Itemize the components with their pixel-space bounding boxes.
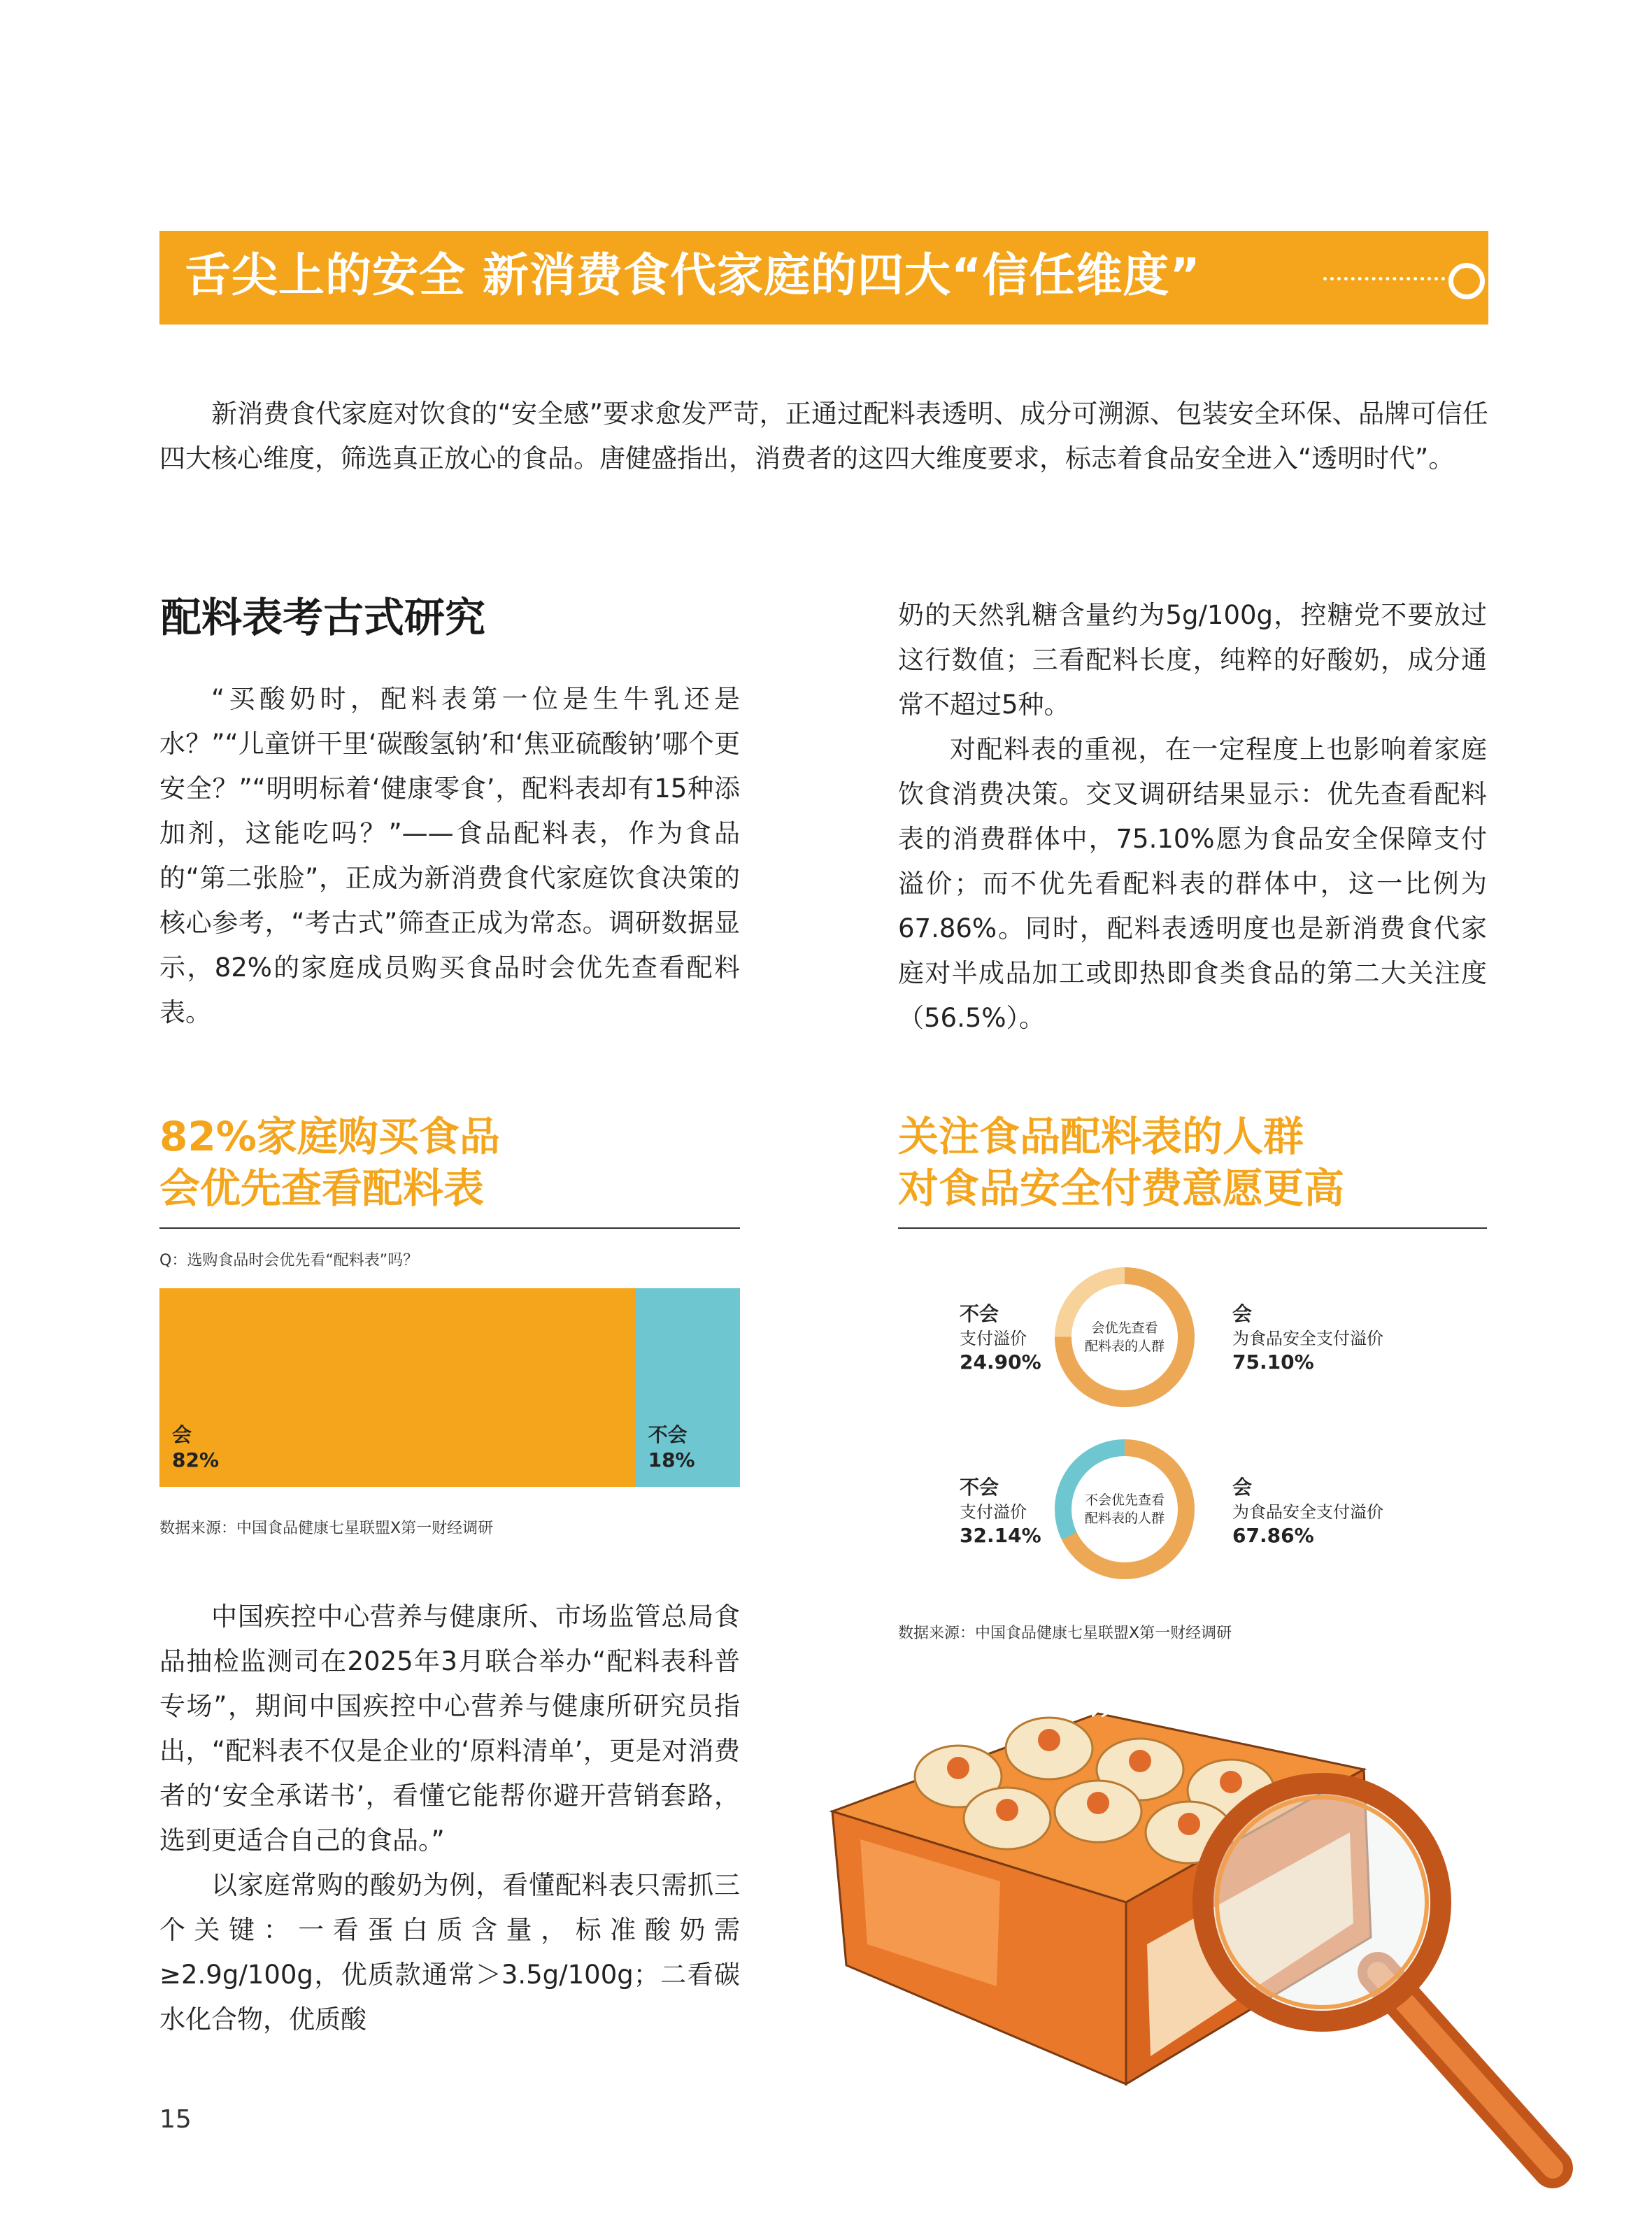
donut1-center-line2: 配料表的人群 <box>1084 1339 1165 1354</box>
donut1-right-title: 会 <box>1232 1302 1253 1325</box>
donut1-right-label <box>1232 1302 1383 1375</box>
chart1-question: Q：选购食品时会优先看“配料表”吗？ <box>159 1252 419 1269</box>
chart1-title-line1: 82%家庭购买食品 <box>159 1113 500 1160</box>
donut1-left-label <box>960 1302 1041 1375</box>
chart2-title-line2: 对食品安全付费意愿更高 <box>898 1164 1345 1212</box>
bar-value-yes: 82% <box>172 1448 220 1471</box>
chart1-rule <box>159 1227 740 1229</box>
right-text-2: 对配料表的重视，在一定程度上也影响着家庭饮食消费决策。交叉调研结果显示：优先查看配料表的消费群体中，75.10%愿为食品安全保障支付溢价；而不优先看配料表的群体中，这一比例为67.86%。同时，配料表透明度也是新消费食代家庭对半成品加工或即热即食类食品的第二大关注度（56.5%）。 <box>898 734 1487 1033</box>
donut2-right-label <box>1232 1476 1383 1548</box>
bar-label-no <box>648 1423 695 1473</box>
chart1-source: 数据来源：中国食品健康七星联盟X第一财经调研 <box>159 1520 494 1537</box>
shumai-box-illustration <box>818 1665 1602 2210</box>
donut1-chart <box>1055 1267 1195 1407</box>
chart1-title-line2: 会优先查看配料表 <box>159 1164 485 1212</box>
donut2-left-label <box>960 1476 1041 1548</box>
section-heading: 配料表考古式研究 <box>161 594 486 641</box>
right-text-1: 奶的天然乳糖含量约为5g/100g，控糖党不要放过这行数值；三看配料长度，纯粹的好酸奶，成分通常不超过5种。 <box>898 600 1487 720</box>
bar-label-yes <box>172 1423 219 1473</box>
chart2-source: 数据来源：中国食品健康七星联盟X第一财经调研 <box>898 1625 1232 1642</box>
left-text-3: 以家庭常购的酸奶为例，看懂配料表只需抓三个关键：一看蛋白质含量，标准酸奶需≥2.9g/100g，优质款通常＞3.5g/100g；二看碳水化合物，优质酸 <box>159 1870 740 2034</box>
donut2-center <box>1071 1456 1178 1562</box>
donut1-left-value: 24.90% <box>960 1350 1041 1374</box>
donut1-right-sub: 为食品安全支付溢价 <box>1232 1329 1383 1348</box>
chart2-rule <box>898 1227 1487 1229</box>
left-text-2: 中国疾控中心营养与健康所、市场监管总局食品抽检监测司在2025年3月联合举办“配料表科普专场”，期间中国疾控中心营养与健康所研究员指出，“配料表不仅是企业的‘原料清单’，更是对消费者的‘安全承诺书’，看懂它能帮你避开营销套路，选到更适合自己的食品。” <box>159 1602 740 1855</box>
left-lower-text <box>159 1595 740 2042</box>
donut1-left-sub: 支付溢价 <box>960 1329 1027 1348</box>
banner-title: 舌尖上的安全 新消费食代家庭的四大“信任维度” <box>185 248 1201 302</box>
donut2-chart <box>1055 1439 1195 1579</box>
bar-value-no: 18% <box>648 1448 695 1471</box>
chart1-title <box>159 1111 500 1214</box>
donut2-right-title: 会 <box>1232 1476 1253 1499</box>
donut2-left-sub: 支付溢价 <box>960 1502 1027 1522</box>
box-label: 烧麦 <box>1091 1678 1167 1723</box>
bar-segment-no <box>636 1288 740 1487</box>
donut2-left-value: 32.14% <box>960 1524 1041 1547</box>
donut2-left-title: 不会 <box>960 1476 999 1499</box>
banner-dotted-line <box>1323 277 1452 280</box>
chart2-title <box>898 1111 1344 1214</box>
donut1-center-line1: 会优先查看 <box>1091 1320 1158 1336</box>
donut2-center-line1: 不会优先查看 <box>1084 1492 1165 1508</box>
bar-category-yes: 会 <box>172 1423 192 1446</box>
magnifying-glass-icon <box>1203 1783 1553 2168</box>
left-text-1: “买酸奶时，配料表第一位是生牛乳还是水？”“儿童饼干里‘碳酸氢钠’和‘焦亚硫酸钠’哪个更安全？”“明明标着‘健康零食’，配料表却有15种添加剂，这能吃吗？”——食品配料表，作为食品的“第二张脸”，正成为新消费食代家庭饮食决策的核心参考，“考古式”筛查正成为常态。调研数据显示，82%的家庭成员购买食品时会优先查看配料表。 <box>159 684 740 1027</box>
section-banner <box>159 231 1488 325</box>
page-number: 15 <box>159 2105 192 2134</box>
donut2-right-value: 67.86% <box>1232 1524 1314 1547</box>
donut1-left-title: 不会 <box>960 1302 999 1325</box>
left-paragraph-1 <box>159 677 740 1035</box>
right-column-text <box>898 593 1487 1041</box>
donut1-center <box>1071 1284 1178 1390</box>
donut1-right-value: 75.10% <box>1232 1350 1314 1374</box>
bar-segment-yes <box>159 1288 636 1487</box>
chart2-title-line1: 关注食品配料表的人群 <box>898 1113 1304 1160</box>
donut2-right-sub: 为食品安全支付溢价 <box>1232 1502 1383 1522</box>
intro-paragraph <box>159 392 1488 481</box>
banner-ring-icon <box>1448 263 1485 299</box>
donut2-center-line2: 配料表的人群 <box>1084 1511 1165 1526</box>
intro-text: 新消费食代家庭对饮食的“安全感”要求愈发严苛，正通过配料表透明、成分可溯源、包装安全环保、品牌可信任四大核心维度，筛选真正放心的食品。唐健盛指出，消费者的这四大维度要求，标志着食品安全进入“透明时代”。 <box>159 399 1488 473</box>
chart1-bar <box>159 1288 740 1487</box>
bar-category-no: 不会 <box>648 1423 688 1446</box>
